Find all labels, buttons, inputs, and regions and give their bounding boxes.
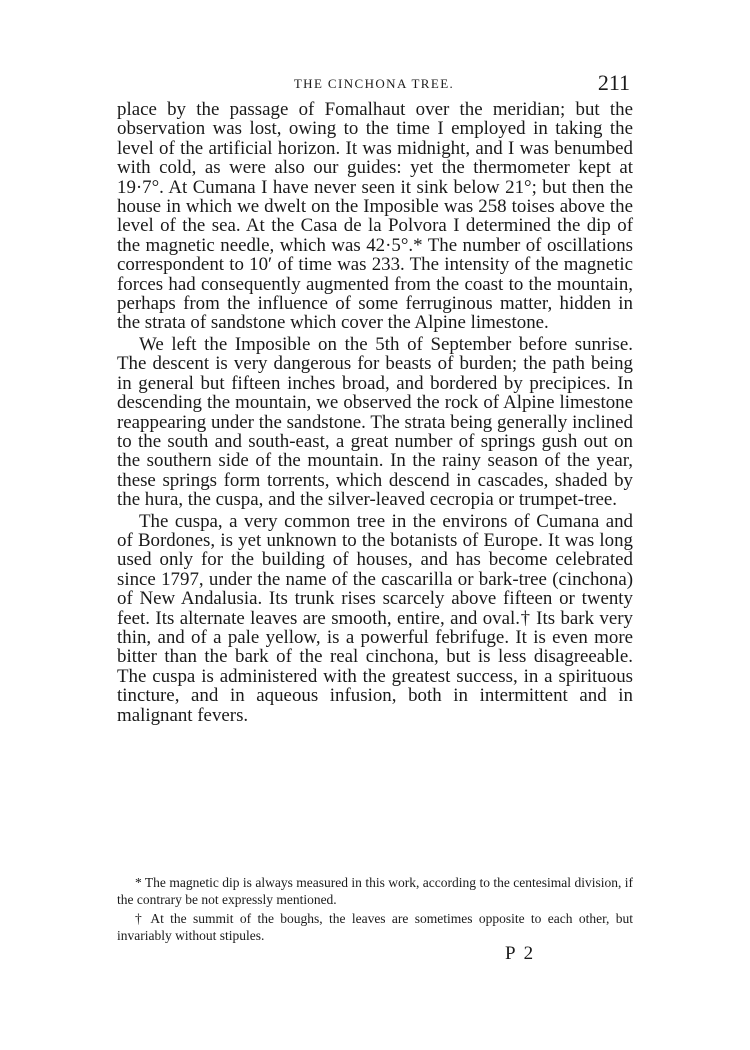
footnotes	[117, 875, 633, 944]
footnote-1: * The magnetic dip is always measured in this work, according to the centesimal division, if the contrary be not expressly mentioned.	[117, 875, 633, 907]
body-text	[117, 100, 633, 725]
paragraph-3: The cuspa, a very common tree in the environs of Cumana and of Bordones, is yet unknown to the botanists of Europe. It was long used only for the building of houses, and has become celebrated since 1797, under the name of the cascarilla or bark-tree (cinchona) of New Andalusia. Its trunk rises scarcely above fifteen or twenty feet. Its alternate leaves are smooth, entire, and oval.† Its bark very thin, and of a pale yellow, is a powerful febrifuge. It is even more bitter than the bark of the real cinchona, but is less disagreeable. The cuspa is administered with the greatest success, in a spirituous tincture, and in aqueous infusion, both in intermittent and in malignant fevers.	[117, 510, 633, 726]
signature-mark: P 2	[505, 943, 536, 964]
paragraph-1: place by the passage of Fomalhaut over the meridian; but the observation was lost, owing to the time I employed in taking the level of the artificial horizon. It was midnight, and I was benumbed with cold, as were also our guides: yet the thermometer kept at 19·7°. At Cumana I have never seen it sink below 21°; but then the house in which we dwelt on the Imposible was 258 toises above the level of the sea. At the Casa de la Polvora I determined the dip of the magnetic needle, which was 42·5°.* The number of oscillations correspondent to 10′ of time was 233. The intensity of the magnetic forces had consequently augmented from the coast to the mountain, perhaps from the influence of some ferruginous matter, hidden in the strata of sandstone which cover the Alpine limestone.	[117, 99, 633, 334]
footnote-2: † At the summit of the boughs, the leaves are sometimes opposite to each other, but invariably without stipules.	[117, 911, 633, 943]
page-number: 211	[597, 70, 630, 95]
running-head	[118, 70, 630, 100]
running-title: THE CINCHONA TREE.	[293, 76, 455, 91]
paragraph-2: We left the Imposible on the 5th of September before sunrise. The descent is very dangerous for beasts of burden; the path being in general but fifteen inches broad, and bordered by precipices. In descending the mountain, we observed the rock of Alpine limestone reappearing under the sandstone. The strata being generally inclined to the south and south-east, a great number of springs gush out on the southern side of the mountain. In the rainy season of the year, these springs form torrents, which descend in cascades, shaded by the hura, the cuspa, and the silver-leaved cecropia or trumpet-tree.	[117, 333, 633, 511]
